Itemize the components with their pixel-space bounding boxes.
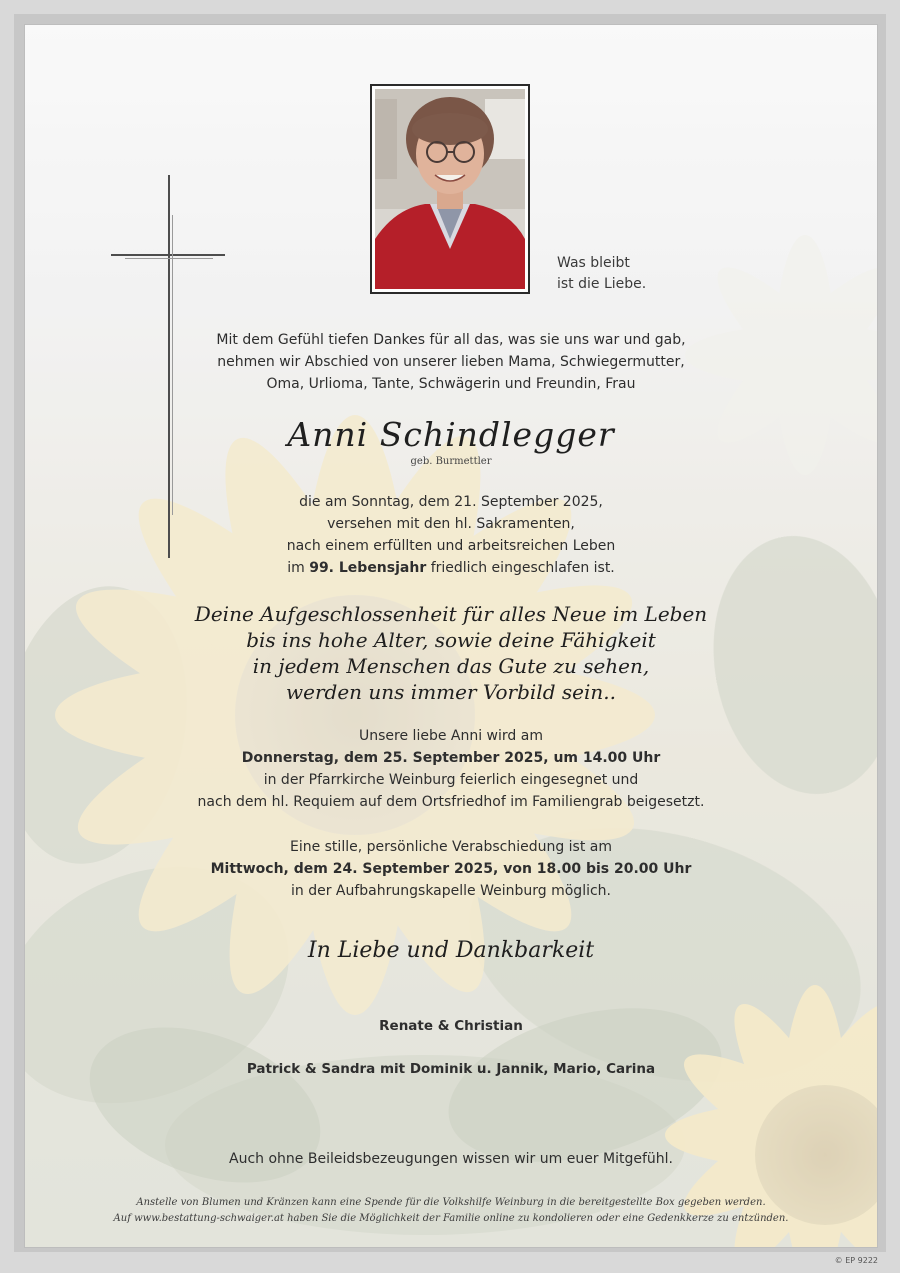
- quote-line: bis ins hohe Alter, sowie deine Fähigkeit: [246, 628, 656, 652]
- death-notice: [25, 491, 877, 579]
- quote-line: in jedem Menschen das Gute zu sehen,: [252, 654, 650, 678]
- farewell-line: in der Aufbahrungskapelle Weinburg möglich.: [291, 883, 611, 899]
- memorial-quote: [25, 601, 877, 705]
- funeral-date-text: Donnerstag, dem 25. September 2025, um 14.00 Uhr: [241, 750, 661, 766]
- quote-line: werden uns immer Vorbild sein..: [286, 680, 616, 704]
- farewell-date-text: Mittwoch, dem 24. September 2025, von 18.00 bis 20.00 Uhr: [210, 861, 692, 877]
- footer-line: Auf www.bestattung-schwaiger.at haben Sie die Möglichkeit der Familie online zu kondolieren oder eine Gedenkkerze zu entzünden.: [113, 1213, 789, 1224]
- death-line: versehen mit den hl. Sakramenten,: [327, 516, 575, 532]
- cross-horizontal: [111, 254, 225, 256]
- intro-text: [25, 329, 877, 395]
- closing-note: Auch ohne Beileidsbezeugungen wissen wir um euer Mitgefühl.: [229, 1151, 673, 1167]
- family-line-2: Patrick & Sandra mit Dominik u. Jannik, Mario, Carina: [246, 1061, 656, 1077]
- motto-line: Was bleibt: [557, 255, 630, 271]
- portrait-photo: [375, 89, 525, 289]
- maiden-name: geb. Burmettler: [410, 456, 492, 467]
- footer-notes: [25, 1195, 877, 1227]
- thanks-heading: In Liebe und Dankbarkeit: [307, 938, 595, 963]
- death-line: die am Sonntag, dem 21. September 2025,: [299, 494, 603, 510]
- quote-line: Deine Aufgeschlossenheit für alles Neue im Leben: [194, 602, 708, 626]
- funeral-details: [25, 725, 877, 813]
- motto-line: ist die Liebe.: [557, 276, 647, 292]
- footer-line: Anstelle von Blumen und Kränzen kann eine Spende für die Volkshilfe Weinburg in die bereitgestellte Box gegeben werden.: [136, 1197, 766, 1208]
- deceased-name: Anni Schindlegger: [287, 415, 615, 454]
- intro-line: Oma, Urlioma, Tante, Schwägerin und Freundin, Frau: [266, 376, 636, 392]
- funeral-line: Unsere liebe Anni wird am: [359, 728, 543, 744]
- funeral-line: nach dem hl. Requiem auf dem Ortsfriedhof im Familiengrab beigesetzt.: [197, 794, 705, 810]
- funeral-date: [25, 747, 877, 769]
- funeral-line: in der Pfarrkirche Weinburg feierlich eingesegnet und: [263, 772, 639, 788]
- farewell-details: [25, 836, 877, 902]
- portrait-photo-frame: [370, 84, 530, 294]
- family-line-1: Renate & Christian: [379, 1018, 523, 1034]
- farewell-line: Eine stille, persönliche Verabschiedung ist am: [289, 839, 613, 855]
- cross-shadow-horizontal: [125, 258, 213, 259]
- death-line: [25, 557, 877, 579]
- death-suffix: friedlich eingeschlafen ist.: [430, 560, 615, 576]
- age: 99. Lebensjahr: [309, 560, 427, 576]
- death-line: nach einem erfüllten und arbeitsreichen Leben: [286, 538, 616, 554]
- intro-line: Mit dem Gefühl tiefen Dankes für all das, was sie uns war und gab,: [216, 332, 686, 348]
- intro-line: nehmen wir Abschied von unserer lieben Mama, Schwiegermutter,: [217, 354, 685, 370]
- copyright: © EP 9222: [834, 1256, 878, 1265]
- death-prefix: im: [287, 560, 305, 576]
- motto: [557, 253, 677, 295]
- obituary-card: [24, 24, 878, 1248]
- farewell-date: [25, 858, 877, 880]
